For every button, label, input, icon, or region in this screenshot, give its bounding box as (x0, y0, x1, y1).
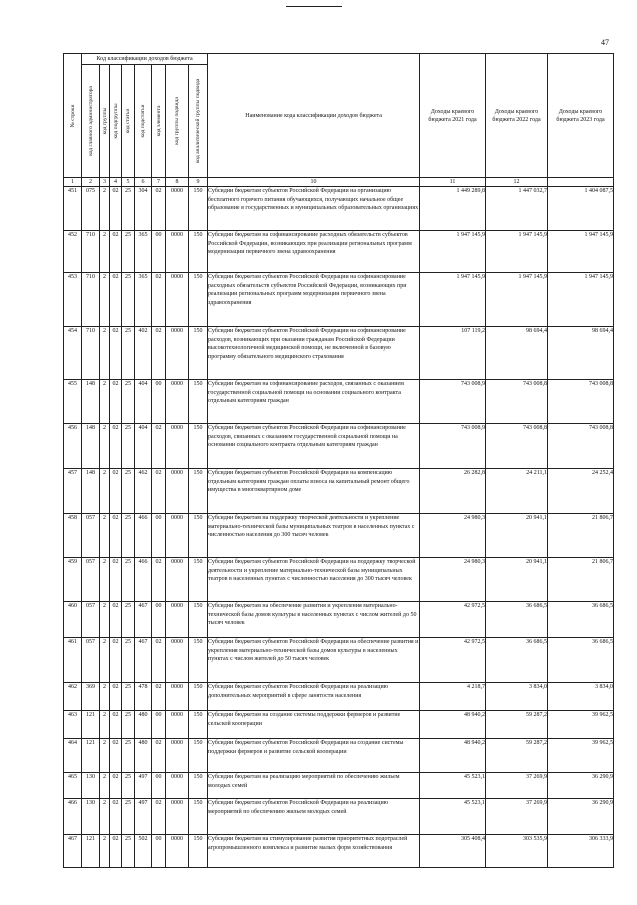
item-name: Субсидии бюджетам на создание системы поддержки фермеров и развитие сельской кооперации (208, 711, 420, 739)
code-subgroup: 02 (110, 739, 122, 773)
code-article: 25 (122, 773, 135, 799)
code-article: 25 (122, 683, 135, 711)
amount-2023: 39 962,5 (548, 711, 614, 739)
item-name: Субсидии бюджетам субъектов Российской Федерации на компенсацию отдельным категориям граждан оплаты взноса на капитальный ремонт общего имущества в многоквартирном доме (208, 469, 420, 514)
header-code-element: код элемента (152, 65, 166, 178)
item-name: Субсидии бюджетам субъектов Российской Федерации на поддержку творческой деятельности и укрепление материально-технической базы муниципальных театров в населенных пунктах с численностью населения до 300 тысяч человек (208, 558, 420, 602)
code-group: 2 (100, 683, 110, 711)
code-article: 25 (122, 424, 135, 469)
code-article: 25 (122, 799, 135, 835)
table-row (64, 273, 614, 327)
amount-2022: 24 211,1 (486, 469, 548, 514)
code-admin: 057 (82, 602, 100, 638)
amount-2022: 1 447 032,7 (486, 187, 548, 231)
code-group: 2 (100, 835, 110, 868)
header-code-article: код статьи (122, 65, 135, 178)
code-subtype-group: 0000 (166, 469, 189, 514)
row-number: 463 (64, 711, 82, 739)
code-subarticle: 466 (135, 514, 152, 558)
amount-2022: 1 947 145,9 (486, 273, 548, 327)
code-group: 2 (100, 558, 110, 602)
code-admin: 075 (82, 187, 100, 231)
code-admin: 121 (82, 835, 100, 868)
code-subarticle: 365 (135, 273, 152, 327)
header-code-subarticle: код подстатьи (135, 65, 152, 178)
code-analytic-group: 150 (189, 799, 208, 835)
code-analytic-group: 150 (189, 739, 208, 773)
table-row (64, 380, 614, 424)
code-admin: 130 (82, 799, 100, 835)
code-analytic-group: 150 (189, 469, 208, 514)
code-subarticle: 497 (135, 799, 152, 835)
row-number: 456 (64, 424, 82, 469)
amount-2021: 42 972,5 (420, 602, 486, 638)
amount-2022: 37 269,9 (486, 799, 548, 835)
code-subarticle: 365 (135, 231, 152, 273)
amount-2022: 37 269,9 (486, 773, 548, 799)
code-subarticle: 404 (135, 380, 152, 424)
code-group: 2 (100, 602, 110, 638)
code-article: 25 (122, 739, 135, 773)
code-subtype-group: 0000 (166, 638, 189, 683)
code-group: 2 (100, 773, 110, 799)
amount-2022: 20 941,1 (486, 514, 548, 558)
code-group: 2 (100, 424, 110, 469)
code-subarticle: 466 (135, 558, 152, 602)
code-article: 25 (122, 327, 135, 380)
row-number: 460 (64, 602, 82, 638)
page-number: 47 (601, 38, 609, 47)
code-group: 2 (100, 799, 110, 835)
column-number: 4 (110, 178, 122, 187)
code-subgroup: 02 (110, 327, 122, 380)
code-article: 25 (122, 711, 135, 739)
code-analytic-group: 150 (189, 638, 208, 683)
code-element: 02 (152, 739, 166, 773)
code-subgroup: 02 (110, 773, 122, 799)
code-article: 25 (122, 638, 135, 683)
amount-2023: 36 686,5 (548, 638, 614, 683)
code-subarticle: 304 (135, 187, 152, 231)
amount-2021: 107 119,2 (420, 327, 486, 380)
code-subarticle: 480 (135, 739, 152, 773)
row-number: 464 (64, 739, 82, 773)
table-row (64, 231, 614, 273)
header-year-2023: Доходы краевого бюджета 2023 года (548, 54, 614, 178)
code-group: 2 (100, 514, 110, 558)
code-subgroup: 02 (110, 602, 122, 638)
code-element: 02 (152, 327, 166, 380)
code-admin: 710 (82, 273, 100, 327)
code-article: 25 (122, 187, 135, 231)
code-element: 00 (152, 773, 166, 799)
amount-2021: 24 980,3 (420, 514, 486, 558)
code-admin: 148 (82, 424, 100, 469)
column-number: 9 (189, 178, 208, 187)
table-row (64, 602, 614, 638)
code-subgroup: 02 (110, 380, 122, 424)
code-admin: 369 (82, 683, 100, 711)
code-subarticle: 467 (135, 602, 152, 638)
code-article: 25 (122, 273, 135, 327)
code-subtype-group: 0000 (166, 187, 189, 231)
amount-2023: 39 962,5 (548, 739, 614, 773)
table-row (64, 424, 614, 469)
amount-2023: 3 834,0 (548, 683, 614, 711)
column-number: 5 (122, 178, 135, 187)
code-element: 00 (152, 380, 166, 424)
amount-2023: 36 686,5 (548, 602, 614, 638)
amount-2021: 48 940,2 (420, 739, 486, 773)
header-code-analytic-group: код аналитической группы подвида (189, 65, 208, 178)
code-subtype-group: 0000 (166, 273, 189, 327)
code-subarticle: 502 (135, 835, 152, 868)
row-number: 461 (64, 638, 82, 683)
amount-2023: 1 947 145,9 (548, 231, 614, 273)
item-name: Субсидии бюджетам на софинансирование расходов, связанных с оказанием государственной социальной помощи на основании социального контракта отдельным категориям граждан (208, 380, 420, 424)
code-group: 2 (100, 273, 110, 327)
item-name: Субсидии бюджетам субъектов Российской Федерации на реализацию дополнительных мероприятий в сфере занятости населения (208, 683, 420, 711)
column-number: 10 (208, 178, 420, 187)
code-subtype-group: 0000 (166, 711, 189, 739)
code-subarticle: 402 (135, 327, 152, 380)
code-group: 2 (100, 327, 110, 380)
item-name: Субсидии бюджетам субъектов Российской Федерации на реализацию мероприятий по обеспечению жильем молодых семей (208, 799, 420, 835)
column-number: 6 (135, 178, 152, 187)
amount-2021: 4 218,7 (420, 683, 486, 711)
code-subarticle: 467 (135, 638, 152, 683)
code-subtype-group: 0000 (166, 799, 189, 835)
column-number-row (64, 178, 614, 187)
row-number: 452 (64, 231, 82, 273)
header-name: Наименование кода классификации доходов бюджета (208, 54, 420, 178)
amount-2021: 45 523,1 (420, 773, 486, 799)
column-number: 3 (100, 178, 110, 187)
column-number: 12 (486, 178, 548, 187)
amount-2021: 45 523,1 (420, 799, 486, 835)
code-group: 2 (100, 469, 110, 514)
code-admin: 148 (82, 380, 100, 424)
amount-2021: 26 282,8 (420, 469, 486, 514)
row-number: 465 (64, 773, 82, 799)
code-group: 2 (100, 739, 110, 773)
amount-2021: 42 972,5 (420, 638, 486, 683)
code-group: 2 (100, 380, 110, 424)
code-subgroup: 02 (110, 424, 122, 469)
code-subtype-group: 0000 (166, 380, 189, 424)
code-article: 25 (122, 231, 135, 273)
row-number: 453 (64, 273, 82, 327)
header-year-2022: Доходы краевого бюджета 2022 года (486, 54, 548, 178)
code-subgroup: 02 (110, 835, 122, 868)
item-name: Субсидии бюджетам субъектов Российской Федерации на софинансирование расходов, связанных с оказанием государственной социальной помощи на основании социального контракта отдельным категориям граждан (208, 424, 420, 469)
code-subtype-group: 0000 (166, 514, 189, 558)
amount-2022: 303 535,9 (486, 835, 548, 868)
code-subgroup: 02 (110, 514, 122, 558)
amount-2023: 743 008,8 (548, 424, 614, 469)
code-element: 00 (152, 514, 166, 558)
amount-2022: 59 287,2 (486, 739, 548, 773)
amount-2023: 36 290,9 (548, 773, 614, 799)
item-name: Субсидии бюджетам на обеспечение развития и укрепления материально-технической базы домов культуры в населенных пунктах с числом жителей до 50 тысяч человек (208, 602, 420, 638)
amount-2023: 306 333,9 (548, 835, 614, 868)
code-admin: 057 (82, 514, 100, 558)
header-code-admin: код главного администратора (82, 65, 100, 178)
amount-2022: 743 008,8 (486, 424, 548, 469)
code-element: 00 (152, 835, 166, 868)
row-number: 455 (64, 380, 82, 424)
code-element: 02 (152, 273, 166, 327)
code-article: 25 (122, 514, 135, 558)
code-analytic-group: 150 (189, 231, 208, 273)
table-row (64, 739, 614, 773)
code-subtype-group: 0000 (166, 424, 189, 469)
code-subarticle: 480 (135, 711, 152, 739)
code-analytic-group: 150 (189, 327, 208, 380)
amount-2021: 743 008,9 (420, 380, 486, 424)
code-subgroup: 02 (110, 469, 122, 514)
code-subtype-group: 0000 (166, 558, 189, 602)
code-group: 2 (100, 231, 110, 273)
code-subtype-group: 0000 (166, 231, 189, 273)
column-number (548, 178, 614, 187)
code-article: 25 (122, 835, 135, 868)
item-name: Субсидии бюджетам субъектов Российской Федерации на обеспечение развития и укрепления материально-технической базы домов культуры в населенных пунктах с числом жителей до 50 тысяч человек (208, 638, 420, 683)
code-subtype-group: 0000 (166, 683, 189, 711)
amount-2022: 98 694,4 (486, 327, 548, 380)
code-analytic-group: 150 (189, 602, 208, 638)
code-element: 02 (152, 799, 166, 835)
table-row (64, 514, 614, 558)
amount-2021: 743 008,9 (420, 424, 486, 469)
code-subgroup: 02 (110, 273, 122, 327)
code-subgroup: 02 (110, 799, 122, 835)
budget-table (63, 53, 614, 868)
table-row (64, 469, 614, 514)
code-analytic-group: 150 (189, 711, 208, 739)
amount-2022: 1 947 145,9 (486, 231, 548, 273)
code-article: 25 (122, 469, 135, 514)
code-subtype-group: 0000 (166, 327, 189, 380)
code-subgroup: 02 (110, 683, 122, 711)
item-name: Субсидии бюджетам субъектов Российской Федерации на создание системы поддержки фермеров и развитие сельской кооперации (208, 739, 420, 773)
code-article: 25 (122, 558, 135, 602)
header-code-subtype-group: код группы подвида (166, 65, 189, 178)
amount-2023: 21 806,7 (548, 514, 614, 558)
amount-2023: 98 694,4 (548, 327, 614, 380)
item-name: Субсидии бюджетам на поддержку творческой деятельности и укрепление материально-технической базы муниципальных театров в населенных пунктах с численностью населения до 300 тысяч человек (208, 514, 420, 558)
column-number: 8 (166, 178, 189, 187)
amount-2021: 24 980,3 (420, 558, 486, 602)
item-name: Субсидии бюджетам субъектов Российской Федерации на организацию бесплатного горячего питания обучающихся, получающих начальное общее образование в государственных и муниципальных образовательных организациях (208, 187, 420, 231)
code-article: 25 (122, 602, 135, 638)
code-subgroup: 02 (110, 231, 122, 273)
row-number: 459 (64, 558, 82, 602)
code-subgroup: 02 (110, 711, 122, 739)
code-subtype-group: 0000 (166, 602, 189, 638)
code-analytic-group: 150 (189, 273, 208, 327)
amount-2023: 1 947 145,9 (548, 273, 614, 327)
table-row (64, 711, 614, 739)
code-analytic-group: 150 (189, 683, 208, 711)
code-element: 02 (152, 683, 166, 711)
code-admin: 121 (82, 711, 100, 739)
code-admin: 710 (82, 327, 100, 380)
item-name: Субсидии бюджетам субъектов Российской Федерации на софинансирование расходов, возникающих при оказании гражданам Российской Федерации высокотехнологичной медицинской помощи, не включенной в базовую программу обязательного медицинского страхования (208, 327, 420, 380)
amount-2022: 36 686,5 (486, 602, 548, 638)
row-number: 457 (64, 469, 82, 514)
amount-2021: 48 940,2 (420, 711, 486, 739)
code-group: 2 (100, 187, 110, 231)
item-name: Субсидии бюджетам субъектов Российской Федерации на софинансирование расходных обязательств субъектов Российской Федерации, возникающих при реализации региональных программ модернизации первичного звена здравоохранения (208, 273, 420, 327)
column-number: 1 (64, 178, 82, 187)
item-name: Субсидии бюджетам на стимулирование развития приоритетных подотраслей агропромышленного комплекса и развитие малых форм хозяйствования (208, 835, 420, 868)
code-analytic-group: 150 (189, 380, 208, 424)
code-analytic-group: 150 (189, 424, 208, 469)
table-row (64, 799, 614, 835)
row-number: 467 (64, 835, 82, 868)
top-rule (286, 6, 342, 7)
code-subtype-group: 0000 (166, 773, 189, 799)
code-group: 2 (100, 711, 110, 739)
amount-2021: 1 947 145,9 (420, 231, 486, 273)
code-subarticle: 462 (135, 469, 152, 514)
code-analytic-group: 150 (189, 835, 208, 868)
item-name: Субсидии бюджетам на реализацию мероприятий по обеспечению жильем молодых семей (208, 773, 420, 799)
code-element: 00 (152, 602, 166, 638)
amount-2023: 743 008,8 (548, 380, 614, 424)
item-name: Субсидии бюджетам на софинансирование расходных обязательств субъектов Российской Федерации, возникающих при реализации региональных программ модернизации первичного звена здравоохранения (208, 231, 420, 273)
code-element: 02 (152, 187, 166, 231)
table-row (64, 835, 614, 868)
header-year-2021: Доходы краевого бюджета 2021 года (420, 54, 486, 178)
code-analytic-group: 150 (189, 514, 208, 558)
amount-2021: 1 947 145,9 (420, 273, 486, 327)
code-admin: 130 (82, 773, 100, 799)
column-number: 2 (82, 178, 100, 187)
code-subtype-group: 0000 (166, 739, 189, 773)
amount-2022: 20 941,1 (486, 558, 548, 602)
header-code-subgroup: код подгруппы (110, 65, 122, 178)
code-subgroup: 02 (110, 638, 122, 683)
table-row (64, 558, 614, 602)
code-subtype-group: 0000 (166, 835, 189, 868)
amount-2022: 743 008,8 (486, 380, 548, 424)
code-element: 02 (152, 558, 166, 602)
code-article: 25 (122, 380, 135, 424)
code-admin: 148 (82, 469, 100, 514)
column-number: 11 (420, 178, 486, 187)
amount-2021: 305 408,4 (420, 835, 486, 868)
table-row (64, 638, 614, 683)
code-element: 00 (152, 711, 166, 739)
header-classification-group: Код классификации доходов бюджета (82, 54, 208, 65)
code-subarticle: 478 (135, 683, 152, 711)
amount-2023: 21 806,7 (548, 558, 614, 602)
amount-2021: 1 449 289,8 (420, 187, 486, 231)
amount-2022: 36 686,5 (486, 638, 548, 683)
table-row (64, 327, 614, 380)
code-admin: 710 (82, 231, 100, 273)
amount-2022: 3 834,0 (486, 683, 548, 711)
code-subarticle: 404 (135, 424, 152, 469)
code-subarticle: 497 (135, 773, 152, 799)
row-number: 454 (64, 327, 82, 380)
header-row-number: № строки (64, 54, 82, 178)
row-number: 451 (64, 187, 82, 231)
row-number: 462 (64, 683, 82, 711)
code-analytic-group: 150 (189, 187, 208, 231)
code-subgroup: 02 (110, 187, 122, 231)
amount-2023: 36 290,9 (548, 799, 614, 835)
code-admin: 057 (82, 558, 100, 602)
code-element: 00 (152, 231, 166, 273)
code-admin: 057 (82, 638, 100, 683)
table-row (64, 187, 614, 231)
code-analytic-group: 150 (189, 773, 208, 799)
header-code-group: код группы (100, 65, 110, 178)
code-element: 02 (152, 424, 166, 469)
amount-2023: 24 252,4 (548, 469, 614, 514)
code-subgroup: 02 (110, 558, 122, 602)
code-element: 02 (152, 638, 166, 683)
table-row (64, 773, 614, 799)
row-number: 458 (64, 514, 82, 558)
code-analytic-group: 150 (189, 558, 208, 602)
code-group: 2 (100, 638, 110, 683)
table-row (64, 683, 614, 711)
column-number: 7 (152, 178, 166, 187)
amount-2023: 1 404 087,5 (548, 187, 614, 231)
code-element: 02 (152, 469, 166, 514)
row-number: 466 (64, 799, 82, 835)
amount-2022: 59 287,2 (486, 711, 548, 739)
code-admin: 121 (82, 739, 100, 773)
